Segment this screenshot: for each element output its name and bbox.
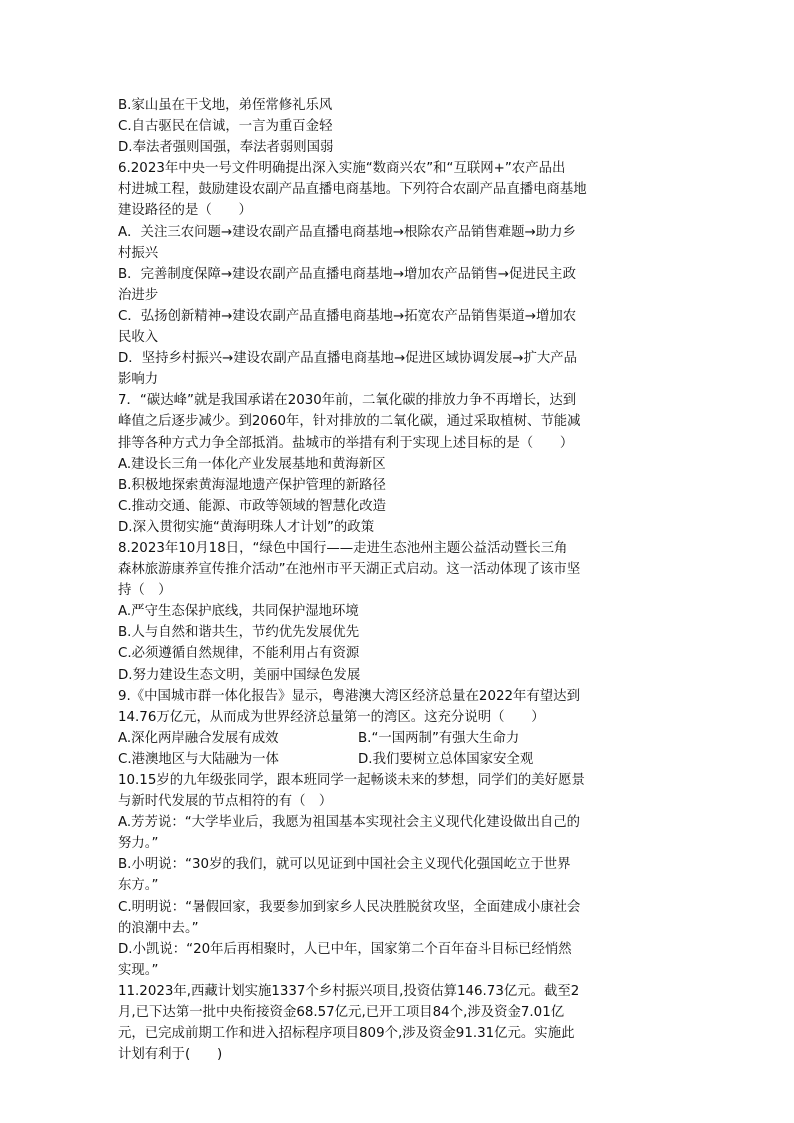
question-11-text: 11.2023年,西藏计划实施1337个乡村振兴项目,投资估算146.73亿元。截至2 (118, 983, 580, 999)
document-page (118, 95, 678, 1065)
text-line: 峰值之后逐步减少。到2060年，针对排放的二氧化碳，通过采取植树、节能减 (118, 414, 581, 430)
text-line: D.努力建设生态文明，美丽中国绿色发展 (118, 667, 361, 683)
option-b: B.“一国两制”有强大生命力 (358, 730, 520, 746)
text-line: A．关注三农问题→建设农副产品直播电商基地→根除农产品销售难题→助力乡 (118, 224, 576, 240)
q9-options-row-2 (118, 749, 678, 770)
text-line: 村进城工程，鼓励建设农副产品直播电商基地。下列符合农副产品直播电商基地 (118, 182, 587, 198)
text-line: C．弘扬创新精神→建设农副产品直播电商基地→拓宽农产品销售渠道→增加农 (118, 308, 577, 324)
text-line: B.人与自然和谐共生，节约优先发展优先 (118, 625, 360, 641)
question-7-text: 7．“碳达峰”就是我国承诺在2030年前，二氧化碳的排放力争不再增长，达到 (118, 393, 577, 409)
text-line: B．完善制度保障→建设农副产品直播电商基地→增加农产品销售→促进民主政 (118, 266, 576, 282)
text-line: B.积极地探索黄海湿地遗产保护管理的新路径 (118, 477, 386, 493)
text-line: B.小明说：“30岁的我们，就可以见证到中国社会主义现代化强国屹立于世界 (118, 857, 571, 873)
text-line: 森林旅游康养宣传推介活动”在池州市平天湖正式启动。这一活动体现了该市坚 (118, 562, 581, 578)
text-line: 排等各种方式力争全部抵消。盐城市的举措有利于实现上述目标的是（ ） (118, 435, 574, 451)
option-c: C.港澳地区与大陆融为一体 (118, 751, 279, 767)
option-a: A.深化两岸融合发展有成效 (118, 730, 279, 746)
text-line: C.明明说：“暑假回家，我要参加到家乡人民决胜脱贫攻坚，全面建成小康社会 (118, 899, 581, 915)
text-line: D.小凯说：“20年后再相聚时，人已中年，国家第二个百年奋斗目标已经悄然 (118, 941, 572, 957)
text-line: 村振兴 (118, 245, 159, 261)
text-line: 民收入 (118, 330, 159, 346)
text-line: D.奉法者强则国强，奉法者弱则国弱 (118, 140, 334, 156)
question-6-text: 6.2023年中央一号文件明确提出深入实施“数商兴农”和“互联网+”农产品出 (118, 161, 566, 177)
text-line: A.芳芳说：“大学毕业后，我愿为祖国基本实现社会主义现代化建设做出自己的 (118, 815, 581, 831)
text-line: 计划有利于( ) (118, 1047, 223, 1063)
text-line: 月,已下达第一批中央衔接资金68.57亿元,已开工项目84个,涉及资金7.01亿 (118, 1005, 565, 1021)
text-line: 建设路径的是（ ） (118, 203, 252, 219)
text-line: A.严守生态保护底线，共同保护湿地环境 (118, 604, 359, 620)
text-line: 持（ ） (118, 583, 172, 599)
text-line: 与新时代发展的节点相符的有（ ） (118, 794, 333, 810)
text-line: 实现。” (118, 962, 159, 978)
text-line: 影响力 (118, 372, 159, 388)
q9-options-row-1 (118, 728, 678, 749)
text-line: D.深入贯彻实施“黄海明珠人才计划”的政策 (118, 519, 375, 535)
text-line: A.建设长三角一体化产业发展基地和黄海新区 (118, 456, 386, 472)
text-line: 努力。” (118, 836, 159, 852)
text-line: 治进步 (118, 287, 159, 303)
text-line: 东方。” (118, 878, 159, 894)
text-line: 14.76万亿元，从而成为世界经济总量第一的湾区。这充分说明（ ） (118, 709, 545, 725)
text-line: B.家山虽在干戈地，弟侄常修礼乐风 (118, 98, 333, 113)
text-line: C.推动交通、能源、市政等领域的智慧化改造 (118, 498, 387, 514)
text-line: 元，已完成前期工作和进入招标程序项目809个,涉及资金91.31亿元。实施此 (118, 1026, 575, 1042)
question-9-text: 9.《中国城市群一体化报告》显示，粤港澳大湾区经济总量在2022年有望达到 (118, 688, 580, 704)
text-line: D．坚持乡村振兴→建设农副产品直播电商基地→促进区域协调发展→扩大产品 (118, 351, 578, 367)
question-8-text: 8.2023年10月18日，“绿色中国行——走进生态池州主题公益活动暨长三角 (118, 540, 568, 556)
option-d: D.我们要树立总体国家安全观 (358, 751, 534, 767)
text-line: C.必须遵循自然规律，不能利用占有资源 (118, 646, 360, 662)
question-10-text: 10.15岁的九年级张同学，跟本班同学一起畅谈未来的梦想，同学们的美好愿景 (118, 773, 585, 788)
text-line: C.自古驱民在信诚，一言为重百金轻 (118, 119, 333, 135)
text-line: 的浪潮中去。” (118, 920, 199, 936)
